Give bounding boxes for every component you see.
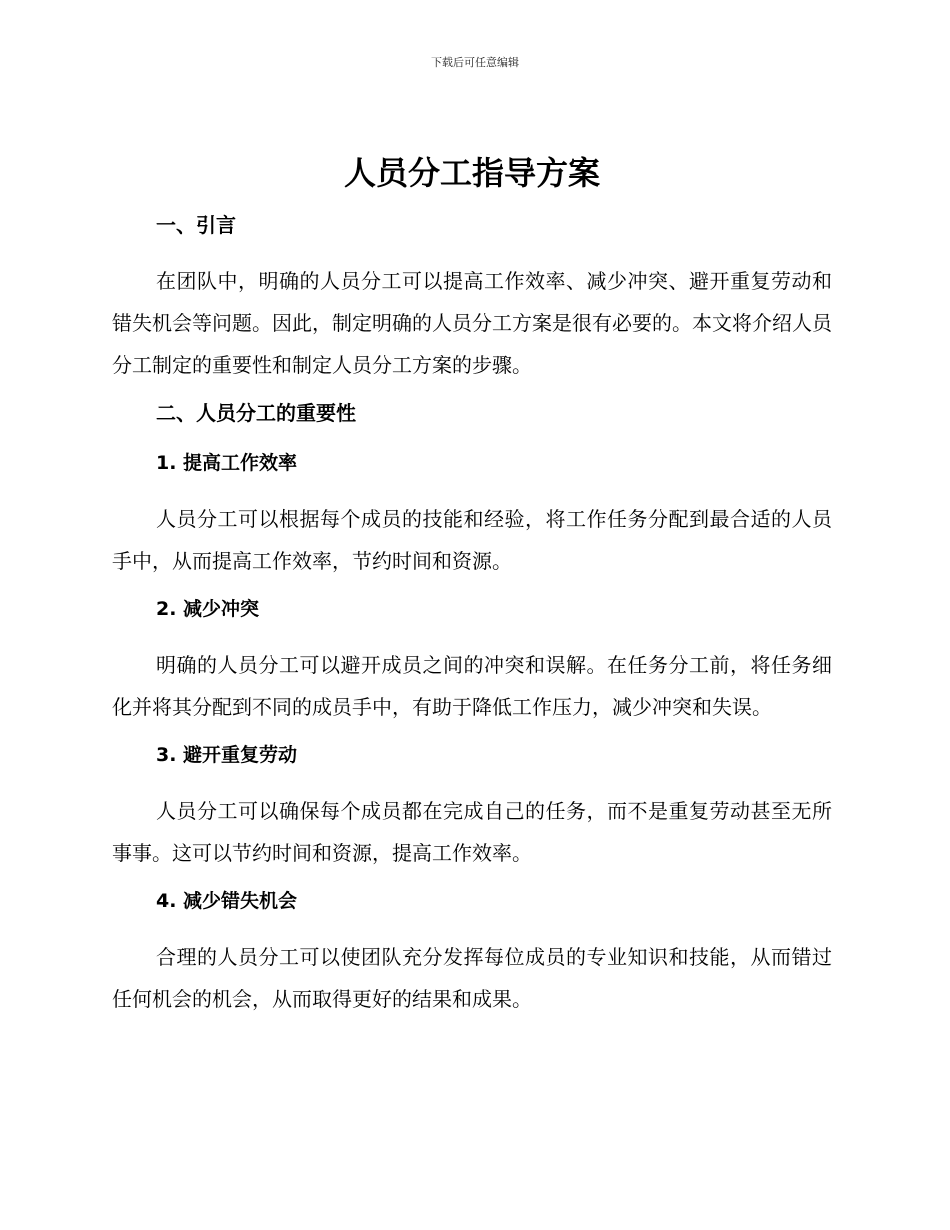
subheading-conflict: 2. 减少冲突 [156, 598, 260, 620]
document-body [112, 150, 832, 1032]
paragraph-efficiency: 人员分工可以根据每个成员的技能和经验，将工作任务分配到最合适的人员手中，从而提高工作效率，节约时间和资源。 [112, 507, 832, 573]
intro-paragraph: 在团队中，明确的人员分工可以提高工作效率、减少冲突、避开重复劳动和错失机会等问题。因此，制定明确的人员分工方案是很有必要的。本文将介绍人员分工制定的重要性和制定人员分工方案的步骤。 [112, 269, 832, 377]
subheading-duplication: 3. 避开重复劳动 [156, 744, 298, 766]
paragraph-opportunity: 合理的人员分工可以使团队充分发挥每位成员的专业知识和技能，从而错过任何机会的机会，从而取得更好的结果和成果。 [112, 945, 832, 1011]
subheading-efficiency: 1. 提高工作效率 [156, 452, 298, 474]
subheading-opportunity: 4. 减少错失机会 [156, 890, 298, 912]
section-heading-intro: 一、引言 [156, 213, 236, 237]
document-title: 人员分工指导方案 [343, 154, 600, 192]
paragraph-duplication: 人员分工可以确保每个成员都在完成自己的任务，而不是重复劳动甚至无所事事。这可以节约时间和资源，提高工作效率。 [112, 799, 832, 865]
section-heading-importance: 二、人员分工的重要性 [156, 401, 356, 425]
header-note: 下载后可任意编辑 [431, 56, 519, 69]
paragraph-conflict: 明确的人员分工可以避开成员之间的冲突和误解。在任务分工前，将任务细化并将其分配到不同的成员手中，有助于降低工作压力，减少冲突和失误。 [112, 653, 832, 719]
